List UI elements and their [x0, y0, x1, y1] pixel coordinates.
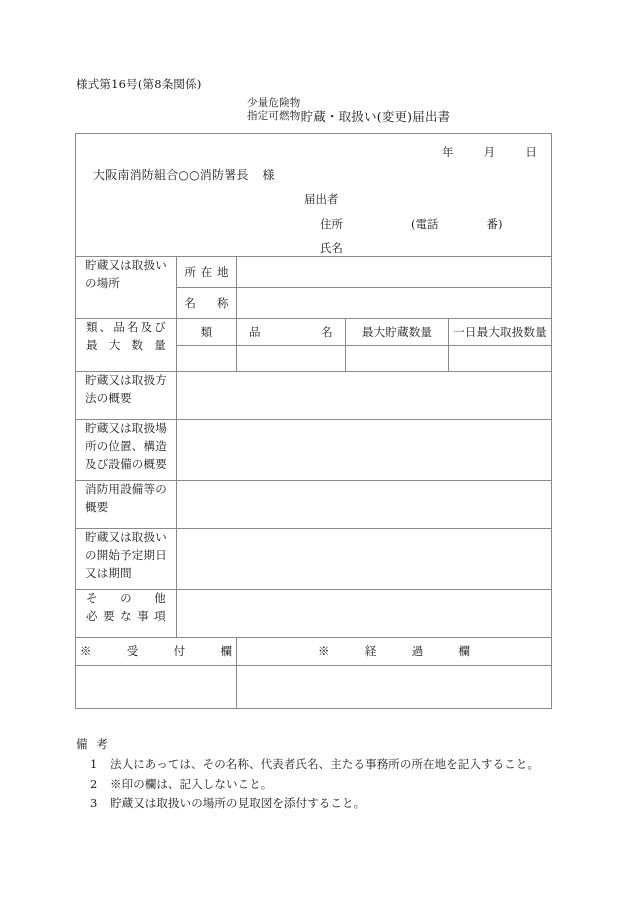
- form-number: 様式第16号(第8条関係): [76, 77, 202, 91]
- quantity-value-max-daily-handling[interactable]: [449, 346, 552, 372]
- column-header-item-name: 品名: [237, 319, 346, 346]
- structure-value[interactable]: [177, 420, 552, 481]
- remarks-section: [76, 735, 539, 814]
- date-month-label: 月: [483, 145, 496, 159]
- fire-equipment-value[interactable]: [177, 481, 552, 529]
- fire-equipment-row: [76, 481, 552, 529]
- application-form-table: [75, 133, 552, 709]
- quantity-value-item-name[interactable]: [237, 346, 346, 372]
- place-name-value[interactable]: [237, 288, 552, 319]
- structure-row: [76, 420, 552, 481]
- remarks-item: [90, 794, 539, 814]
- date-year-label: 年: [441, 145, 454, 159]
- location-value[interactable]: [237, 257, 552, 288]
- remarks-item: [90, 775, 539, 795]
- fire-equipment-label-line2: 概要: [85, 499, 109, 514]
- document-title: [247, 97, 450, 125]
- column-header-max-daily-handling: 一日最大取扱数量: [449, 319, 552, 346]
- place-label-line2: の場所: [85, 275, 121, 290]
- submitter-label: 届出者: [304, 192, 339, 206]
- place-label: [76, 257, 177, 319]
- submitter-block: [304, 194, 503, 255]
- other-row: [76, 590, 552, 638]
- receipt-column-header: ※受付欄: [76, 638, 237, 666]
- quantity-label: [76, 319, 177, 372]
- other-label-line2: 必要な事項: [86, 608, 166, 623]
- method-value[interactable]: [177, 372, 552, 420]
- method-label: [76, 372, 177, 420]
- remarks-item-text: 法人にあっては、その名称、代表者氏名、主たる事務所の所在地を記入すること。: [110, 756, 540, 771]
- remarks-item-text: ※印の欄は、記入しないこと。: [110, 776, 273, 791]
- start-date-label: [76, 529, 177, 590]
- document-title-stack-line2: 指定可燃物: [247, 110, 301, 123]
- remarks-item: [90, 755, 539, 775]
- date-day-label: 日: [525, 145, 538, 159]
- progress-column-header: ※経過欄: [237, 638, 552, 666]
- header-block-cell: [76, 134, 552, 257]
- quantity-value-class[interactable]: [177, 346, 237, 372]
- submitter-address-row: [304, 216, 503, 231]
- method-label-line1: 貯蔵又は取扱方: [85, 373, 167, 387]
- start-date-value[interactable]: [177, 529, 552, 590]
- quantity-header-row: [76, 319, 552, 346]
- remarks-item-number: 3: [90, 796, 98, 811]
- document-title-stack-line1: 少量危険物: [247, 97, 301, 109]
- structure-label-line2: 所の位置、構造: [85, 438, 167, 453]
- structure-label-line3: 及び設備の概要: [85, 456, 167, 471]
- remarks-title: 備考: [76, 737, 108, 751]
- quantity-label-line1: 類、品名及び: [86, 320, 166, 334]
- header-block-row: [76, 134, 552, 257]
- submitter-name-label: 氏名: [320, 241, 343, 255]
- column-header-max-storage: 最大貯蔵数量: [346, 319, 449, 346]
- addressee-name: 大阪南消防組合○○消防署長: [93, 168, 249, 182]
- fire-equipment-label: [76, 481, 177, 529]
- fire-equipment-label-line1: 消防用設備等の: [85, 482, 167, 496]
- remarks-item-number: 1: [90, 756, 98, 771]
- method-label-line2: 法の概要: [85, 390, 132, 405]
- place-name-label: 名称: [177, 288, 237, 319]
- official-body-row: [76, 666, 552, 709]
- other-label: [76, 590, 177, 638]
- location-label: 所在地: [177, 257, 237, 288]
- official-header-row: [76, 638, 552, 666]
- submitter-address-label: 住所: [320, 216, 343, 231]
- progress-column-value[interactable]: [237, 666, 552, 709]
- start-date-label-line2: の開始予定期日: [85, 547, 167, 562]
- quantity-value-max-storage[interactable]: [346, 346, 449, 372]
- place-location-row: [76, 257, 552, 288]
- method-row: [76, 372, 552, 420]
- structure-label-line1: 貯蔵又は取扱場: [85, 421, 167, 435]
- structure-label: [76, 420, 177, 481]
- receipt-column-value[interactable]: [76, 666, 237, 709]
- document-title-stack: [247, 97, 301, 125]
- start-date-label-line3: 又は期間: [85, 565, 132, 580]
- submitter-tel-close: 番): [486, 216, 503, 231]
- remarks-item-text: 貯蔵又は取扱いの場所の見取図を添付すること。: [110, 796, 366, 811]
- addressee: [93, 166, 275, 183]
- remarks-list: [76, 755, 539, 814]
- addressee-honorific: 様: [262, 168, 275, 182]
- other-label-line1: その他: [86, 591, 166, 605]
- column-header-class: 類: [177, 319, 237, 346]
- quantity-label-line2: 最大数量: [86, 337, 166, 352]
- date-line: [442, 144, 537, 160]
- start-date-label-line1: 貯蔵又は取扱い: [85, 530, 167, 544]
- submitter-tel-open: (電話: [411, 216, 439, 231]
- remarks-item-number: 2: [90, 776, 98, 791]
- document-title-main: 貯蔵・取扱い(変更)届出書: [300, 109, 451, 125]
- start-date-row: [76, 529, 552, 590]
- place-label-line1: 貯蔵又は取扱い: [85, 258, 167, 272]
- other-value[interactable]: [177, 590, 552, 638]
